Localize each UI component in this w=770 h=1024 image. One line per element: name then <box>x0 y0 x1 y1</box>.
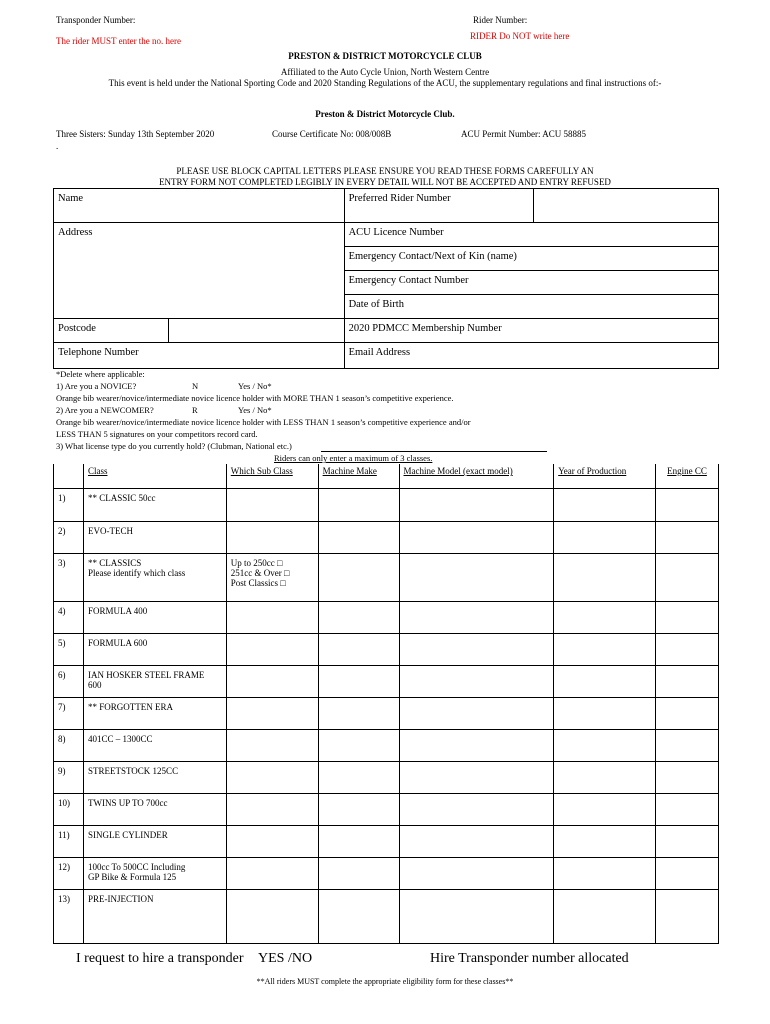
instruction-line-2: ENTRY FORM NOT COMPLETED LEGIBLY IN EVERY DETAIL WILL NOT BE ACCEPTED AND ENTRY REFUSED <box>159 177 611 187</box>
class-name-line: 100cc To 500CC Including <box>87 861 186 872</box>
emergency-contact-field[interactable] <box>344 247 718 271</box>
class-name-line: 401CC – 1300CC <box>87 733 153 744</box>
class-row-number: 2) <box>54 521 84 553</box>
newcomer-note-1: Orange bib wearer/novice/intermediate novice licence holder with LESS THAN 1 season’s competitive experience and/or <box>56 417 471 427</box>
engine-cc-cell[interactable] <box>656 633 719 665</box>
machine-make-cell[interactable] <box>318 601 399 633</box>
year-cell[interactable] <box>554 665 656 697</box>
emergency-number-label: Emergency Contact Number <box>348 275 469 286</box>
year-cell[interactable] <box>554 488 656 521</box>
name-label: Name <box>58 193 84 204</box>
class-name-line: FORMULA 400 <box>87 605 148 616</box>
name-field[interactable] <box>54 189 345 223</box>
class-row-number: 7) <box>54 697 84 729</box>
engine-cc-cell[interactable] <box>656 761 719 793</box>
machine-make-cell[interactable] <box>318 665 399 697</box>
class-name-line-2: 600 <box>87 679 102 690</box>
class-row-number: 13) <box>54 889 84 943</box>
class-row-name <box>83 601 226 633</box>
machine-make-cell[interactable] <box>318 857 399 889</box>
engine-cc-cell[interactable] <box>656 697 719 729</box>
machine-model-cell[interactable] <box>399 697 554 729</box>
course-certificate: Course Certificate No: 008/008B <box>272 129 392 139</box>
sub-class-cell[interactable] <box>226 889 318 943</box>
engine-cc-cell[interactable] <box>656 601 719 633</box>
class-row <box>54 761 719 793</box>
class-row-name <box>83 889 226 943</box>
affiliation-line: Affiliated to the Auto Cycle Union, North Western Centre <box>280 67 490 77</box>
class-name-line: ** CLASSICS <box>87 557 142 568</box>
class-row-name <box>83 665 226 697</box>
year-cell[interactable] <box>554 601 656 633</box>
machine-make-cell[interactable] <box>318 553 399 601</box>
class-name-line: SINGLE CYLINDER <box>87 829 168 840</box>
sub-class-cell[interactable] <box>226 729 318 761</box>
telephone-label: Telephone Number <box>58 347 139 358</box>
date-of-birth-label: Date of Birth <box>348 299 404 310</box>
machine-model-cell[interactable] <box>399 633 554 665</box>
class-name-line: ** CLASSIC 50cc <box>87 492 156 503</box>
year-cell[interactable] <box>554 825 656 857</box>
email-label: Email Address <box>348 347 411 358</box>
machine-make-cell[interactable] <box>318 633 399 665</box>
class-row-number: 9) <box>54 761 84 793</box>
machine-make-cell[interactable] <box>318 488 399 521</box>
transponder-number-label: Transponder Number: <box>56 15 136 25</box>
machine-make-cell[interactable] <box>318 793 399 825</box>
emergency-contact-label: Emergency Contact/Next of Kin (name) <box>348 251 517 262</box>
acu-permit: ACU Permit Number: ACU 58885 <box>461 129 586 139</box>
address-field[interactable] <box>54 223 345 319</box>
class-name-line: TWINS UP TO 700cc <box>87 797 168 808</box>
machine-model-cell[interactable] <box>399 601 554 633</box>
engine-cc-cell[interactable] <box>656 488 719 521</box>
instruction-line-1: PLEASE USE BLOCK CAPITAL LETTERS PLEASE ENSURE YOU READ THESE FORMS CAREFULLY AN <box>176 166 594 176</box>
sub-class-cell[interactable] <box>226 825 318 857</box>
class-row <box>54 729 719 761</box>
sub-class-option[interactable]: 251cc & Over □ <box>230 567 290 578</box>
hire-allocated-label: Hire Transponder number allocated <box>430 951 629 966</box>
newcomer-answer[interactable]: Yes / No* <box>238 405 272 415</box>
address-label: Address <box>58 227 93 238</box>
sub-class-cell[interactable] <box>226 521 318 553</box>
class-row-name <box>83 857 226 889</box>
year-cell[interactable] <box>554 793 656 825</box>
preferred-rider-number-label: Preferred Rider Number <box>344 189 534 223</box>
transponder-note: The rider MUST enter the no. here <box>56 36 182 46</box>
class-row-number: 1) <box>54 488 84 521</box>
hire-request: I request to hire a transponder <box>76 951 244 966</box>
class-row <box>54 553 719 601</box>
engine-cc-cell[interactable] <box>656 553 719 601</box>
class-row <box>54 665 719 697</box>
class-row-number: 8) <box>54 729 84 761</box>
postcode-label: Postcode <box>54 319 169 343</box>
sub-class-cell[interactable] <box>226 488 318 521</box>
sub-class-cell[interactable] <box>226 665 318 697</box>
class-row <box>54 521 719 553</box>
class-name-line: PRE-INJECTION <box>87 893 154 904</box>
acu-licence-field[interactable] <box>344 223 718 247</box>
membership-label: 2020 PDMCC Membership Number <box>348 323 502 334</box>
machine-model-cell[interactable] <box>399 488 554 521</box>
machine-make-cell[interactable] <box>318 889 399 943</box>
sub-class-cell[interactable] <box>226 857 318 889</box>
class-row <box>54 633 719 665</box>
event-date: Three Sisters: Sunday 13th September 2020 <box>56 129 215 139</box>
class-name-line: STREETSTOCK 125CC <box>87 765 179 776</box>
class-row-name <box>83 793 226 825</box>
class-row <box>54 697 719 729</box>
class-row-number: 11) <box>54 825 84 857</box>
machine-make-cell[interactable] <box>318 825 399 857</box>
header-class: Class <box>87 466 108 476</box>
machine-model-cell[interactable] <box>399 889 554 943</box>
engine-cc-cell[interactable] <box>656 825 719 857</box>
personal-details-table <box>53 188 719 369</box>
year-cell[interactable] <box>554 521 656 553</box>
newcomer-note-2: LESS THAN 5 signatures on your competitors record card. <box>56 429 258 439</box>
club-name: Preston & District Motorcycle Club. <box>315 109 455 119</box>
class-name-line-2: Please identify which class <box>87 567 186 578</box>
machine-make-cell[interactable] <box>318 697 399 729</box>
machine-model-cell[interactable] <box>399 729 554 761</box>
machine-make-cell[interactable] <box>318 521 399 553</box>
engine-cc-cell[interactable] <box>656 665 719 697</box>
sub-class-cell[interactable] <box>226 697 318 729</box>
postcode-field[interactable] <box>168 319 344 343</box>
hire-yes-no[interactable]: YES /NO <box>258 951 313 966</box>
machine-model-cell[interactable] <box>399 521 554 553</box>
class-row-name <box>83 697 226 729</box>
class-row-number: 5) <box>54 633 84 665</box>
year-cell[interactable] <box>554 697 656 729</box>
newcomer-question: 2) Are you a NEWCOMER? <box>56 405 154 415</box>
engine-cc-cell[interactable] <box>656 793 719 825</box>
class-row-name <box>83 521 226 553</box>
class-row-name <box>83 553 226 601</box>
machine-model-cell[interactable] <box>399 825 554 857</box>
machine-model-cell[interactable] <box>399 793 554 825</box>
year-cell[interactable] <box>554 857 656 889</box>
sub-class-cell[interactable] <box>226 793 318 825</box>
engine-cc-cell[interactable] <box>656 521 719 553</box>
class-name-line: EVO-TECH <box>87 525 133 536</box>
year-cell[interactable] <box>554 761 656 793</box>
novice-note: Orange bib wearer/novice/intermediate novice licence holder with MORE THAN 1 season’s competitive experience. <box>56 393 454 403</box>
max-classes-note: Riders can only enter a maximum of 3 classes. <box>274 453 433 463</box>
header-sub-class: Which Sub Class <box>230 466 293 476</box>
header-engine-cc: Engine CC <box>667 466 707 476</box>
telephone-field[interactable] <box>54 343 345 369</box>
novice-answer[interactable]: Yes / No* <box>238 381 272 391</box>
machine-model-cell[interactable] <box>399 553 554 601</box>
year-cell[interactable] <box>554 553 656 601</box>
machine-model-cell[interactable] <box>399 665 554 697</box>
sub-class-cell[interactable] <box>226 601 318 633</box>
sub-class-option[interactable]: Post Classics □ <box>230 577 286 588</box>
class-row-number: 6) <box>54 665 84 697</box>
rider-number-note: RIDER Do NOT write here <box>470 31 570 41</box>
acu-licence-label: ACU Licence Number <box>348 227 444 238</box>
header-number <box>54 464 84 488</box>
date-of-birth-field[interactable] <box>344 295 718 319</box>
class-name-line: IAN HOSKER STEEL FRAME <box>87 669 205 680</box>
year-cell[interactable] <box>554 729 656 761</box>
machine-make-cell[interactable] <box>318 729 399 761</box>
sub-class-cell[interactable] <box>226 633 318 665</box>
class-row <box>54 793 719 825</box>
membership-field[interactable] <box>344 319 718 343</box>
licence-answer-line[interactable] <box>321 451 547 452</box>
class-row-name <box>83 488 226 521</box>
regulations-line: This event is held under the National Sporting Code and 2020 Standing Regulations of the ACU, the supplementary regulations and final instructions of:- <box>108 78 662 88</box>
machine-make-cell[interactable] <box>318 761 399 793</box>
class-name-line: FORMULA 600 <box>87 637 148 648</box>
novice-letter: N <box>192 381 199 391</box>
eligibility-note: **All riders MUST complete the appropriate eligibility form for these classes** <box>256 977 514 986</box>
class-row <box>54 857 719 889</box>
class-row-name <box>83 761 226 793</box>
delete-note: *Delete where applicable: <box>56 369 145 379</box>
engine-cc-cell[interactable] <box>656 729 719 761</box>
machine-model-cell[interactable] <box>399 857 554 889</box>
emergency-number-field[interactable] <box>344 271 718 295</box>
class-row <box>54 825 719 857</box>
class-row-number: 12) <box>54 857 84 889</box>
class-row-name <box>83 729 226 761</box>
licence-question: 3) What license type do you currently hold? (Clubman, National etc.) <box>56 441 292 451</box>
class-row <box>54 601 719 633</box>
class-row <box>54 488 719 521</box>
stray-dot: . <box>56 141 59 151</box>
class-row-name <box>83 825 226 857</box>
year-cell[interactable] <box>554 889 656 943</box>
engine-cc-cell[interactable] <box>656 857 719 889</box>
club-title: PRESTON & DISTRICT MOTORCYCLE CLUB <box>288 51 482 61</box>
rider-number-label: Rider Number: <box>473 15 528 25</box>
class-name-line: ** FORGOTTEN ERA <box>87 701 173 712</box>
header-year: Year of Production <box>558 466 627 476</box>
newcomer-letter: R <box>192 405 198 415</box>
class-name-line-2: GP Bike & Formula 125 <box>87 871 177 882</box>
machine-model-cell[interactable] <box>399 761 554 793</box>
class-row-number: 4) <box>54 601 84 633</box>
class-row-number: 3) <box>54 553 84 601</box>
preferred-rider-number-field[interactable] <box>534 189 719 223</box>
email-field[interactable] <box>344 343 718 369</box>
header-machine-make: Machine Make <box>322 466 377 476</box>
class-row-number: 10) <box>54 793 84 825</box>
sub-class-cell[interactable] <box>226 553 318 601</box>
sub-class-option[interactable]: Up to 250cc □ <box>230 557 283 568</box>
engine-cc-cell[interactable] <box>656 889 719 943</box>
year-cell[interactable] <box>554 633 656 665</box>
class-row <box>54 889 719 943</box>
header-machine-model: Machine Model (exact model) <box>403 466 513 476</box>
class-entry-table <box>53 464 719 944</box>
sub-class-cell[interactable] <box>226 761 318 793</box>
novice-question: 1) Are you a NOVICE? <box>56 381 137 391</box>
class-row-name <box>83 633 226 665</box>
